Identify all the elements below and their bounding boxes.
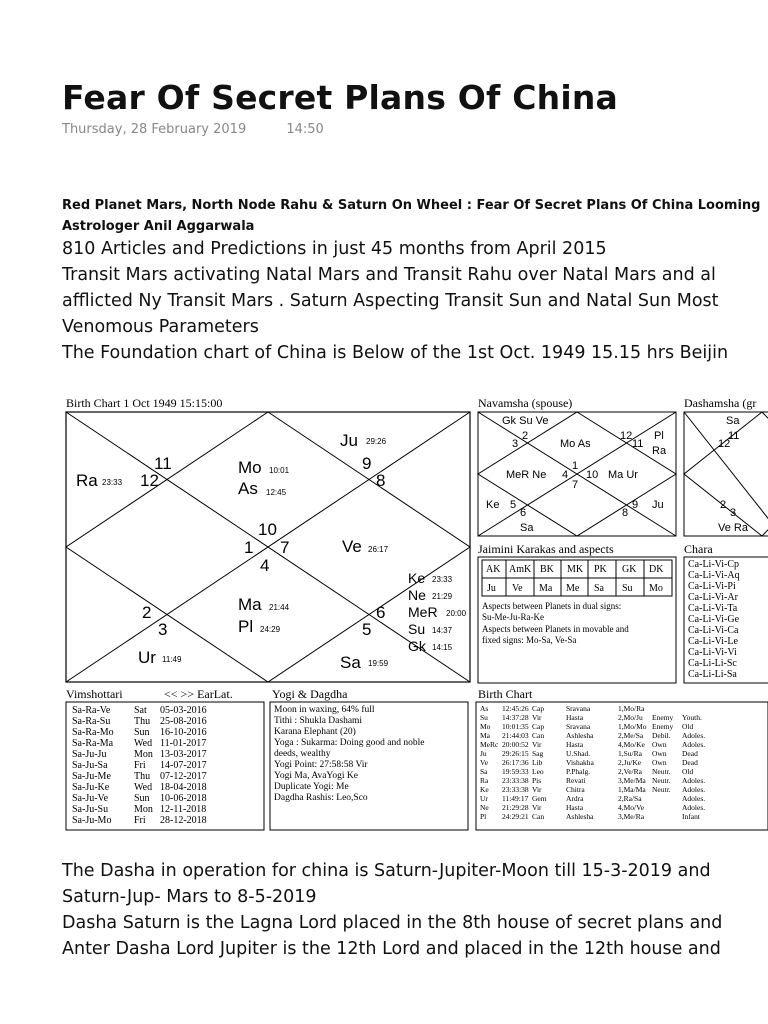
svg-text:Ca-Li-Vi-Pi: Ca-Li-Vi-Pi [688,581,736,592]
svg-text:Can: Can [532,812,545,821]
svg-text:Ke: Ke [486,499,500,511]
svg-text:Karana Elephant (20): Karana Elephant (20) [274,727,356,737]
svg-text:11:49:17: 11:49:17 [502,794,529,803]
svg-text:Su: Su [480,713,488,722]
chara-title: Chara [684,542,713,556]
svg-text:Sa-Ju-Ve: Sa-Ju-Ve [72,793,109,804]
dashamsha-box [684,412,768,536]
svg-text:Fri: Fri [134,815,146,826]
intro-line: Transit Mars activating Natal Mars and Transit Rahu over Natal Mars and al [62,265,716,285]
svg-text:23:33:38: 23:33:38 [502,785,529,794]
planet-as [238,479,287,498]
svg-text:Su-Me-Ju-Ra-Ke: Su-Me-Ju-Ra-Ke [482,612,544,622]
svg-text:6: 6 [520,507,527,519]
svg-text:Enemy: Enemy [652,713,674,722]
svg-text:23:33: 23:33 [102,478,123,487]
svg-text:Ju: Ju [487,583,496,594]
svg-text:Thu: Thu [134,716,151,727]
svg-text:19:59:33: 19:59:33 [502,767,529,776]
svg-text:Aspects between Planets in dua: Aspects between Planets in dual signs: [482,601,622,611]
svg-text:Enemy: Enemy [652,722,674,731]
svg-text:Can: Can [532,731,545,740]
svg-text:Leo: Leo [532,767,544,776]
post-time: 14:50 [286,122,324,137]
svg-text:Mo: Mo [480,722,491,731]
svg-text:Gk Su Ve: Gk Su Ve [502,415,549,427]
intro-line: afflicted Ny Transit Mars . Saturn Aspecting Transit Sun and Natal Sun Most [62,291,719,311]
svg-text:05-03-2016: 05-03-2016 [160,705,207,716]
svg-text:Sa-Ra-Ma: Sa-Ra-Ma [72,738,114,749]
svg-text:Vir: Vir [532,713,542,722]
svg-text:Sravana: Sravana [566,704,591,713]
svg-text:Sa: Sa [520,522,534,534]
house-number: 7 [280,538,290,557]
svg-text:Sa-Ju-Sa: Sa-Ju-Sa [72,760,108,771]
svg-text:26:17:36: 26:17:36 [502,758,529,767]
svg-text:21:44: 21:44 [269,603,290,612]
svg-text:Sa-Ju-Mo: Sa-Ju-Mo [72,815,112,826]
svg-text:Ve Ra: Ve Ra [718,522,748,534]
svg-text:14-07-2017: 14-07-2017 [160,760,207,771]
planet-sa [340,653,389,672]
svg-text:14:15: 14:15 [432,643,453,652]
svg-text:21:44:03: 21:44:03 [502,731,529,740]
house-number: 12 [140,471,159,490]
svg-text:29:26: 29:26 [366,437,387,446]
svg-text:Sa: Sa [726,415,740,427]
svg-text:Sa-Ju-Ju: Sa-Ju-Ju [72,749,107,760]
svg-text:Sat: Sat [134,705,147,716]
outro-line: Saturn-Jup- Mars to 8-5-2019 [62,887,317,907]
svg-text:Mon: Mon [134,749,153,760]
svg-text:20:00:52: 20:00:52 [502,740,529,749]
subtitle-line: Red Planet Mars, North Node Rahu & Saturn On Wheel : Fear Of Secret Plans Of China Looming [62,198,761,213]
svg-text:12:45: 12:45 [266,488,287,497]
intro-line: The Foundation chart of China is Below of the 1st Oct. 1949 15.15 hrs Beijin [62,343,729,363]
house-number: 10 [258,520,277,539]
svg-text:As: As [238,479,258,498]
svg-text:2: 2 [522,430,529,442]
svg-text:Ju: Ju [340,431,358,450]
svg-text:Tithi : Shukla Dashami: Tithi : Shukla Dashami [274,716,363,726]
planet-ma [238,595,290,614]
planet-ve [342,537,389,556]
house-number: 8 [376,471,386,490]
svg-text:Ve: Ve [342,537,362,556]
house-number: 1 [244,538,254,557]
svg-text:10-06-2018: 10-06-2018 [160,793,207,804]
svg-text:GK: GK [622,564,637,575]
svg-text:11-01-2017: 11-01-2017 [160,738,207,749]
svg-text:Ca-Li-Li-Sa: Ca-Li-Li-Sa [688,669,737,680]
svg-text:Sa: Sa [340,653,361,672]
svg-text:Yogi Point: 27:58:58 Vir: Yogi Point: 27:58:58 Vir [274,760,368,770]
svg-text:Youth.: Youth. [682,713,702,722]
svg-text:2,Ra/Sa: 2,Ra/Sa [618,794,642,803]
svg-text:11:49: 11:49 [162,655,182,664]
svg-text:Moon in waxing, 64% full: Moon in waxing, 64% full [274,705,375,715]
svg-text:Ju: Ju [480,749,487,758]
svg-text:Ke: Ke [408,570,426,586]
planet-ke [408,570,453,586]
yogi-lines [274,704,425,803]
navamsha-title: Navamsha (spouse) [478,396,573,410]
svg-text:Su: Su [622,583,633,594]
svg-text:1: 1 [572,460,579,472]
svg-text:Adoles.: Adoles. [682,803,706,812]
svg-text:Vir: Vir [532,803,542,812]
svg-text:Ra: Ra [652,445,667,457]
svg-text:Me: Me [566,583,580,594]
intro-line: Venomous Parameters [62,317,259,337]
svg-text:14:37:28: 14:37:28 [502,713,529,722]
house-number: 2 [142,603,152,622]
svg-text:Cap: Cap [532,722,545,731]
svg-text:Pl: Pl [480,812,487,821]
astrology-chart-image [62,392,768,832]
planet-ra [76,471,123,490]
svg-text:DK: DK [649,564,664,575]
svg-text:25-08-2016: 25-08-2016 [160,716,207,727]
svg-text:1,Ma/Ma: 1,Ma/Ma [618,785,646,794]
svg-text:Infant: Infant [682,812,700,821]
svg-text:12: 12 [620,430,633,442]
svg-text:7: 7 [572,479,579,491]
svg-text:Gem: Gem [532,794,547,803]
svg-text:Ma Ur: Ma Ur [608,469,638,481]
birth-chart-title: Birth Chart 1 Oct 1949 15:15:00 [66,396,223,410]
svg-text:Yogi Ma, AvaYogi Ke: Yogi Ma, AvaYogi Ke [274,771,358,781]
svg-text:Mo: Mo [238,458,262,477]
svg-text:2: 2 [720,499,727,511]
svg-text:Ca-Li-Vi-Cp: Ca-Li-Vi-Cp [688,559,740,570]
svg-text:U.Shad.: U.Shad. [566,749,591,758]
svg-text:Su: Su [408,621,426,637]
svg-text:2,Me/Sa: 2,Me/Sa [618,731,644,740]
svg-text:Wed: Wed [134,738,153,749]
house-number: 3 [158,620,168,639]
svg-text:P.Phalg.: P.Phalg. [566,767,591,776]
article-meta [62,122,324,137]
svg-text:9: 9 [632,499,639,511]
house-number: 11 [154,454,172,473]
svg-text:Thu: Thu [134,771,151,782]
svg-text:MeR Ne: MeR Ne [506,469,547,481]
vimshottari-nav[interactable]: << >> EarLat. [164,687,233,701]
svg-text:Own: Own [652,740,667,749]
svg-text:10:01:35: 10:01:35 [502,722,529,731]
svg-text:16-10-2016: 16-10-2016 [160,727,207,738]
yogi-title: Yogi & Dagdha [272,687,348,701]
svg-text:2,Ve/Ra: 2,Ve/Ra [618,767,642,776]
svg-text:Dagdha Rashis: Leo,Sco: Dagdha Rashis: Leo,Sco [274,793,368,803]
svg-text:23:33:38: 23:33:38 [502,776,529,785]
intro-line: 810 Articles and Predictions in just 45 months from April 2015 [62,239,607,259]
svg-text:Mon: Mon [134,804,153,815]
svg-text:Fri: Fri [134,760,146,771]
house-number: 6 [376,603,386,622]
svg-text:Old: Old [682,767,694,776]
svg-text:21:29:28: 21:29:28 [502,803,529,812]
svg-text:07-12-2017: 07-12-2017 [160,771,207,782]
svg-text:Ca-Li-Vi-Ta: Ca-Li-Vi-Ta [688,603,738,614]
svg-text:24:29:21: 24:29:21 [502,812,529,821]
planet-ur [138,648,182,667]
dashamsha-title: Dashamsha (gr [684,396,757,410]
post-date: Thursday, 28 February 2019 [62,122,247,137]
svg-text:Sun: Sun [134,793,150,804]
svg-text:Vir: Vir [532,785,542,794]
svg-text:Ardra: Ardra [566,794,584,803]
svg-text:Old: Old [682,722,694,731]
svg-text:Ma: Ma [539,583,553,594]
svg-text:3: 3 [512,438,519,450]
svg-text:1,Su/Ra: 1,Su/Ra [618,749,642,758]
planet-ne [408,587,453,603]
svg-text:Wed: Wed [134,782,153,793]
svg-text:As: As [480,704,489,713]
svg-text:12-11-2018: 12-11-2018 [160,804,207,815]
svg-text:BK: BK [540,564,554,575]
svg-text:Ra: Ra [76,471,98,490]
svg-text:AK: AK [486,564,501,575]
svg-text:11: 11 [728,430,740,442]
svg-text:21:29: 21:29 [432,592,453,601]
jaimini-table [482,560,672,645]
svg-text:12: 12 [718,438,731,450]
svg-text:Ve: Ve [512,583,523,594]
svg-text:3,Me/Ma: 3,Me/Ma [618,776,646,785]
svg-text:4: 4 [562,469,569,481]
svg-text:Chitra: Chitra [566,785,585,794]
svg-text:Cap: Cap [532,704,545,713]
svg-text:Sun: Sun [134,727,150,738]
svg-text:Sa: Sa [594,583,604,594]
svg-text:Ca-Li-Vi-Aq: Ca-Li-Vi-Aq [688,570,740,581]
planet-mo [238,458,290,477]
svg-text:Ca-Li-Vi-Ca: Ca-Li-Vi-Ca [688,625,739,636]
svg-text:19:59: 19:59 [368,659,389,668]
svg-text:20:00: 20:00 [446,609,467,618]
svg-text:Ma: Ma [238,595,262,614]
svg-text:Pis: Pis [532,776,542,785]
birth-table [480,704,705,821]
svg-text:Sa-Ju-Me: Sa-Ju-Me [72,771,111,782]
svg-text:Sa-Ra-Ve: Sa-Ra-Ve [72,705,111,716]
jaimini-title: Jaimini Karakas and aspects [478,542,614,556]
svg-text:Mo As: Mo As [560,438,591,450]
svg-text:Neutr.: Neutr. [652,785,671,794]
svg-text:Neutr.: Neutr. [652,776,671,785]
chara-list [688,559,740,680]
author-line: Astrologer Anil Aggarwala [62,219,255,234]
svg-text:13-03-2017: 13-03-2017 [160,749,207,760]
svg-text:Duplicate Yogi: Me: Duplicate Yogi: Me [274,782,349,792]
planet-gk [408,638,453,654]
svg-text:24:29: 24:29 [260,625,281,634]
svg-text:Sa-Ra-Mo: Sa-Ra-Mo [72,727,114,738]
svg-text:28-12-2018: 28-12-2018 [160,815,207,826]
svg-text:Ca-Li-Vi-Ar: Ca-Li-Vi-Ar [688,592,738,603]
svg-text:Ca-Li-Vi-Ge: Ca-Li-Vi-Ge [688,614,740,625]
svg-text:Adoles.: Adoles. [682,785,706,794]
svg-text:Vishakha: Vishakha [566,758,594,767]
svg-text:10: 10 [586,469,599,481]
svg-text:Debil.: Debil. [652,731,671,740]
outro-line: The Dasha in operation for china is Saturn-Jupiter-Moon till 15-3-2019 and [62,861,711,881]
svg-text:5: 5 [510,499,517,511]
svg-text:Ur: Ur [138,648,156,667]
svg-text:Pl: Pl [654,430,664,442]
svg-text:2,Ju/Ke: 2,Ju/Ke [618,758,642,767]
svg-text:Ve: Ve [480,758,488,767]
svg-text:Sa-Ju-Ke: Sa-Ju-Ke [72,782,110,793]
svg-text:Sa-Ju-Su: Sa-Ju-Su [72,804,109,815]
house-number: 9 [362,454,372,473]
svg-text:Ca-Li-Vi-Vi: Ca-Li-Vi-Vi [688,647,737,658]
svg-text:Hasta: Hasta [566,713,584,722]
svg-text:Dead: Dead [682,758,698,767]
svg-text:4,Mo/Ve: 4,Mo/Ve [618,803,645,812]
svg-text:Sravana: Sravana [566,722,591,731]
svg-text:10:01: 10:01 [269,466,290,475]
svg-text:Gk: Gk [408,638,426,654]
planet-pl [238,617,281,636]
svg-text:2,Mo/Ju: 2,Mo/Ju [618,713,643,722]
svg-text:26:17: 26:17 [368,545,389,554]
birth-table-title: Birth Chart [478,687,533,701]
svg-text:Hasta: Hasta [566,803,584,812]
svg-text:MeRc: MeRc [480,740,499,749]
svg-text:Lib: Lib [532,758,543,767]
svg-text:1,Mo/Ra: 1,Mo/Ra [618,704,645,713]
svg-text:Adoles.: Adoles. [682,776,706,785]
svg-text:MeR: MeR [408,604,438,620]
svg-text:Ra: Ra [480,776,489,785]
outro-line: Dasha Saturn is the Lagna Lord placed in the 8th house of secret plans and [62,913,723,933]
svg-text:PK: PK [594,564,607,575]
svg-text:Vir: Vir [532,740,542,749]
svg-text:Ne: Ne [480,803,489,812]
chart-svg [62,392,768,832]
svg-text:Adoles.: Adoles. [682,740,706,749]
svg-text:Adoles.: Adoles. [682,731,706,740]
svg-text:Ne: Ne [408,587,426,603]
vimshottari-title: Vimshottari [66,687,123,701]
svg-text:11: 11 [632,438,644,450]
house-number: 4 [260,556,270,575]
svg-text:8: 8 [622,507,629,519]
outro-paragraph [62,858,722,962]
svg-text:Sa-Ra-Su: Sa-Ra-Su [72,716,111,727]
svg-text:3: 3 [730,507,737,519]
svg-text:14:37: 14:37 [432,626,453,635]
svg-text:Ma: Ma [480,731,490,740]
svg-text:deeds, wealthy: deeds, wealthy [274,749,331,759]
svg-text:Sag: Sag [532,749,544,758]
svg-text:AmK: AmK [509,564,532,575]
svg-text:Ju: Ju [652,499,664,511]
svg-text:12:45:26: 12:45:26 [502,704,529,713]
planet-mer [408,604,467,620]
svg-text:Mo: Mo [649,583,663,594]
svg-text:Ca-Li-Vi-Le: Ca-Li-Vi-Le [688,636,738,647]
svg-text:Ur: Ur [480,794,488,803]
outro-line: Anter Dasha Lord Jupiter is the 12th Lord and placed in the 12th house and [62,939,721,959]
svg-text:3,Me/Ra: 3,Me/Ra [618,812,645,821]
svg-text:Pl: Pl [238,617,254,636]
svg-text:Aspects between Planets in mov: Aspects between Planets in movable and [482,624,629,634]
svg-text:Own: Own [652,758,667,767]
article-title: Fear Of Secret Plans Of China [62,78,619,117]
svg-text:fixed signs: Mo-Sa, Ve-Sa: fixed signs: Mo-Sa, Ve-Sa [482,635,577,645]
svg-text:23:33: 23:33 [432,575,453,584]
planet-su [408,621,453,637]
svg-text:4,Mo/Ke: 4,Mo/Ke [618,740,645,749]
svg-text:Adoles.: Adoles. [682,794,706,803]
svg-text:Ashlesha: Ashlesha [566,812,594,821]
svg-text:29:26:15: 29:26:15 [502,749,529,758]
svg-text:Own: Own [652,749,667,758]
svg-text:Sa: Sa [480,767,488,776]
svg-text:Ca-Li-Li-Sc: Ca-Li-Li-Sc [688,658,737,669]
svg-text:18-04-2018: 18-04-2018 [160,782,207,793]
svg-text:Ashlesha: Ashlesha [566,731,594,740]
svg-text:Neutr.: Neutr. [652,767,671,776]
svg-text:Revati: Revati [566,776,586,785]
house-number: 5 [362,620,372,639]
svg-text:Ke: Ke [480,785,489,794]
planet-ju [340,431,387,450]
intro-paragraph [62,236,728,366]
svg-text:Hasta: Hasta [566,740,584,749]
svg-text:Dead: Dead [682,749,698,758]
article-subtitle [62,195,760,237]
svg-text:Yoga : Sukarma: Doing good and: Yoga : Sukarma: Doing good and noble [274,738,425,748]
vimshottari-table [72,705,207,826]
svg-text:MK: MK [567,564,584,575]
svg-text:1,Mo/Mo: 1,Mo/Mo [618,722,647,731]
